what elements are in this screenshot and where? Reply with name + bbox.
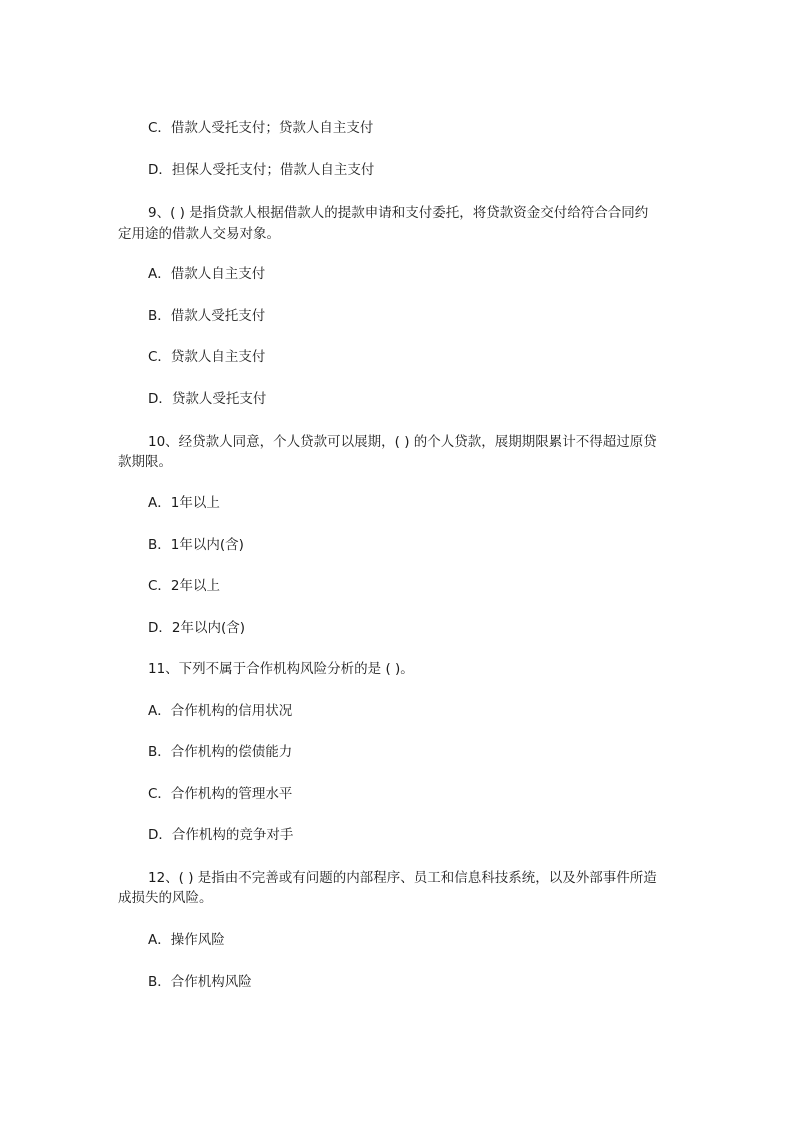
option-b: B．合作机构风险 — [148, 974, 252, 990]
option-a: A．1年以上 — [148, 495, 220, 511]
question-12-line-2: 成损失的风险。 — [118, 890, 213, 906]
question-11-line-1: 11、下列不属于合作机构风险分析的是 ( )。 — [148, 661, 414, 677]
option-c: C．贷款人自主支付 — [148, 349, 266, 365]
option-d: D．合作机构的竞争对手 — [148, 827, 294, 843]
question-9-line-2: 定用途的借款人交易对象。 — [118, 226, 280, 242]
option-d: D．担保人受托支付；借款人自主支付 — [148, 162, 375, 178]
option-c: C．2年以上 — [148, 578, 221, 594]
option-a: A．合作机构的信用状况 — [148, 703, 293, 719]
option-b: B．1年以内(含) — [148, 537, 244, 553]
question-10-line-2: 款期限。 — [118, 454, 172, 470]
option-d: D．贷款人受托支付 — [148, 391, 267, 407]
question-12-line-1: 12、( ) 是指由不完善或有问题的内部程序、员工和信息科技系统，以及外部事件所造 — [148, 870, 657, 886]
option-c: C．借款人受托支付；贷款人自主支付 — [148, 120, 374, 136]
option-d: D．2年以内(含) — [148, 620, 246, 636]
option-b: B．合作机构的偿债能力 — [148, 744, 293, 760]
option-a: A．操作风险 — [148, 932, 225, 948]
option-a: A．借款人自主支付 — [148, 266, 266, 282]
option-c: C．合作机构的管理水平 — [148, 786, 293, 802]
option-b: B．借款人受托支付 — [148, 308, 266, 324]
question-10-line-1: 10、经贷款人同意，个人贷款可以展期，( ) 的个人贷款，展期期限累计不得超过原贷 — [148, 434, 657, 450]
question-9-line-1: 9、( ) 是指贷款人根据借款人的提款申请和支付委托，将贷款资金交付给符合合同约 — [148, 205, 649, 221]
